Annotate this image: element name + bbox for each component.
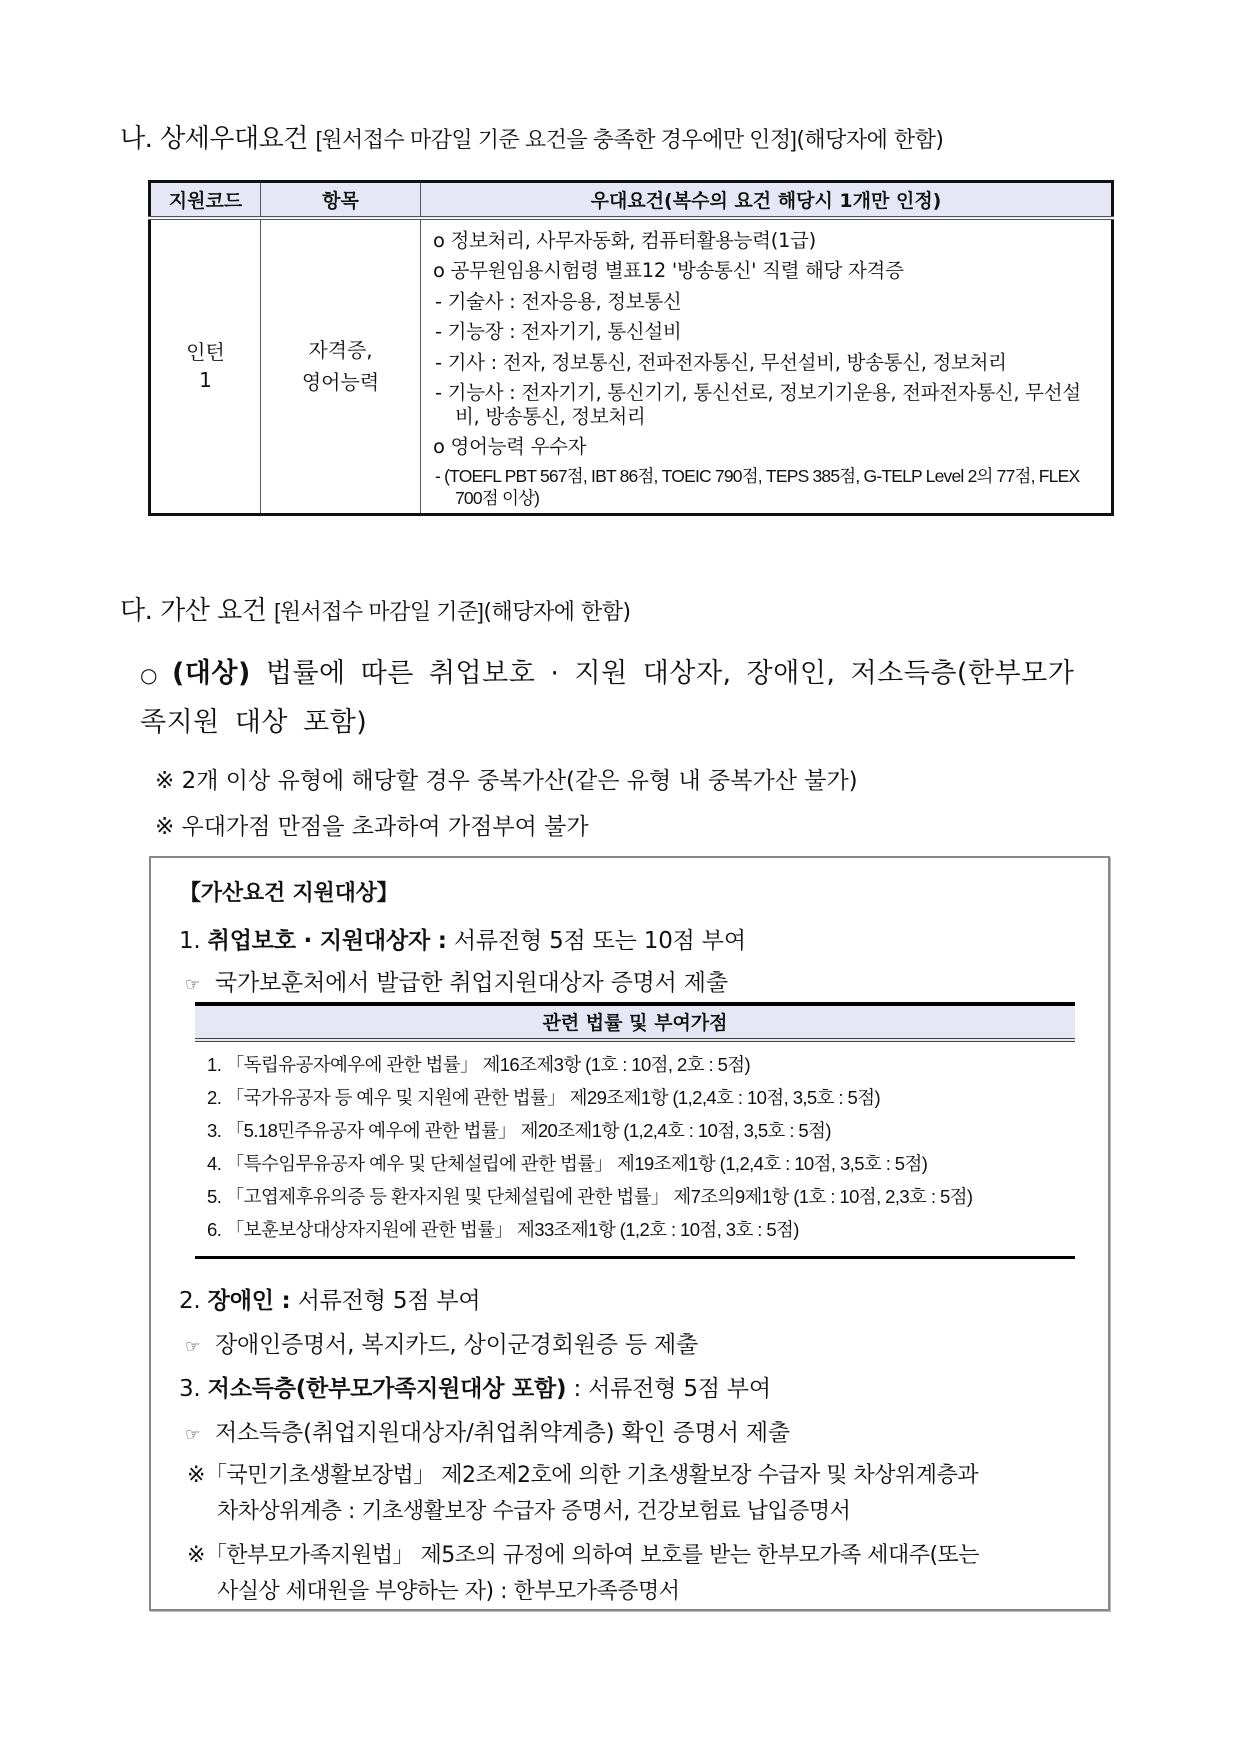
law-table-body bbox=[195, 1042, 1075, 1259]
item-text: : 서류전형 5점 부여 bbox=[566, 1376, 771, 1402]
law-table bbox=[195, 1002, 1075, 1259]
item-disabled bbox=[179, 1282, 480, 1315]
item3-note2: ※「한부모가족지원법」 제5조의 규정에 의하여 보호를 받는 한부모가족 세대주(또는 bbox=[187, 1543, 980, 1568]
item-low-income bbox=[179, 1370, 771, 1403]
section-da-condition: [원서접수 마감일 기준] bbox=[274, 599, 484, 624]
document-requirement: 국가보훈처에서 발급한 취업지원대상자 증명서 제출 bbox=[215, 970, 728, 996]
header-code: 지원코드 bbox=[150, 182, 261, 218]
code-number: 1 bbox=[199, 368, 212, 393]
section-da-heading: 다. 가산 요건 bbox=[120, 596, 267, 626]
law-item: 4. 「특수임무유공자 예우 및 단체설립에 관한 법률」 제19조제1항 (1,2,4호 : 10점, 3,5호 : 5점) bbox=[207, 1153, 928, 1174]
item1-document bbox=[185, 964, 728, 997]
item-text: 서류전형 5점 부여 bbox=[290, 1288, 481, 1314]
item-line: 자격증, bbox=[308, 338, 373, 363]
bullet-icon: ○ bbox=[140, 663, 158, 687]
target-label: (대상) bbox=[171, 658, 251, 689]
box-title: 【가산요건 지원대상】 bbox=[179, 881, 399, 906]
preference-table bbox=[148, 180, 1114, 516]
cell-item bbox=[261, 218, 421, 515]
cell-code bbox=[150, 218, 261, 515]
item2-document bbox=[185, 1326, 698, 1359]
document-requirement: 장애인증명서, 복지카드, 상이군경회원증 등 제출 bbox=[215, 1332, 699, 1358]
law-item: 2. 「국가유공자 등 예우 및 지원에 관한 법률」 제29조제1항 (1,2,4호 : 10점, 3,5호 : 5점) bbox=[207, 1087, 881, 1108]
item-number: 3. bbox=[179, 1376, 201, 1402]
header-requirements: 우대요건(복수의 요건 해당시 1개만 인정) bbox=[421, 182, 1113, 218]
target-text: 법률에 따른 취업보호 · 지원 대상자, 장애인, 저소득층(한부모가족지원 대상 포함) bbox=[140, 658, 1075, 738]
requirement-subitem: - 기능장 : 전자기기, 통신설비 bbox=[435, 320, 682, 344]
header-item: 항목 bbox=[261, 182, 421, 218]
law-item: 3. 「5.18민주유공자 예우에 관한 법률」 제20조제1항 (1,2,4호 : 10점, 3,5호 : 5점) bbox=[207, 1120, 831, 1141]
section-na-scope: (해당자에 한함) bbox=[796, 128, 944, 153]
item-employment-protection bbox=[179, 922, 746, 955]
item-label: 취업보호 · 지원대상자 : bbox=[207, 928, 447, 954]
code-line: 인턴 bbox=[186, 340, 225, 365]
note-duplicate: ※ 2개 이상 유형에 해당할 경우 중복가산(같은 유형 내 중복가산 불가) bbox=[155, 768, 858, 794]
table-header-row bbox=[150, 182, 1113, 218]
target-statement bbox=[140, 650, 1100, 747]
requirement-item: o 정보처리, 사무자동화, 컴퓨터활용능력(1급) bbox=[433, 228, 816, 252]
pointing-hand-icon: ☞ bbox=[185, 1425, 201, 1445]
section-na-heading: 나. 상세우대요건 bbox=[120, 124, 308, 154]
requirement-item: o 공무원임용시험령 별표12 '방송통신' 직렬 해당 자격증 bbox=[433, 259, 904, 283]
item-text: 서류전형 5점 또는 10점 부여 bbox=[446, 928, 746, 954]
pointing-hand-icon: ☞ bbox=[185, 1337, 201, 1357]
law-table-header: 관련 법률 및 부여가점 bbox=[195, 1002, 1075, 1042]
item-number: 1. bbox=[179, 928, 201, 954]
pointing-hand-icon: ☞ bbox=[185, 975, 201, 995]
requirement-subitem: - (TOEFL PBT 567점, IBT 86점, TOEIC 790점, TEPS 385점, G-TELP Level 2의 77점, FLEX 700점 이상) bbox=[435, 465, 1080, 508]
note-cap: ※ 우대가점 만점을 초과하여 가점부여 불가 bbox=[155, 814, 589, 840]
item-label: 장애인 : bbox=[207, 1288, 291, 1314]
requirement-item: o 영어능력 우수자 bbox=[433, 435, 587, 459]
item3-note1: ※「국민기초생활보장법」 제2조제2호에 의한 기초생활보장 수급자 및 차상위계층과 bbox=[187, 1463, 978, 1488]
requirement-subitem: - 기사 : 전자, 정보통신, 전파전자통신, 무선설비, 방송통신, 정보처리 bbox=[435, 350, 1007, 374]
law-item: 6. 「보훈보상대상자지원에 관한 법률」 제33조제1항 (1,2호 : 10점, 3호 : 5점) bbox=[207, 1219, 799, 1240]
cell-requirements bbox=[421, 218, 1113, 515]
section-na-title bbox=[120, 118, 943, 155]
section-da-title bbox=[120, 590, 631, 627]
law-item: 1. 「독립유공자예우에 관한 법률」 제16조제3항 (1호 : 10점, 2호 : 5점) bbox=[207, 1054, 751, 1075]
section-na-condition: [원서접수 마감일 기준 요건을 충족한 경우에만 인정] bbox=[315, 127, 797, 152]
item3-note2-cont: 사실상 세대원을 부양하는 자) : 한부모가족증명서 bbox=[217, 1579, 680, 1604]
item-line: 영어능력 bbox=[301, 370, 380, 395]
table-row bbox=[150, 218, 1113, 515]
item-number: 2. bbox=[179, 1288, 201, 1314]
item-label: 저소득층(한부모가족지원대상 포함) bbox=[207, 1376, 567, 1402]
section-da-scope: (해당자에 한함) bbox=[483, 600, 631, 625]
item3-document bbox=[185, 1414, 790, 1447]
law-item: 5. 「고엽제후유의증 등 환자지원 및 단체설립에 관한 법률」 제7조의9제1항 (1호 : 10점, 2,3호 : 5점) bbox=[207, 1186, 973, 1207]
requirement-subitem: - 기능사 : 전자기기, 통신기기, 통신선로, 정보기기운용, 전파전자통신, 무선설비, 방송통신, 정보처리 bbox=[435, 381, 1081, 429]
bonus-eligibility-box bbox=[149, 856, 1110, 1611]
document-requirement: 저소득층(취업지원대상자/취업취약계층) 확인 증명서 제출 bbox=[215, 1420, 790, 1446]
requirement-subitem: - 기술사 : 전자응용, 정보통신 bbox=[435, 289, 682, 313]
item3-note1-cont: 차차상위계층 : 기초생활보장 수급자 증명서, 건강보험료 납입증명서 bbox=[217, 1499, 851, 1524]
